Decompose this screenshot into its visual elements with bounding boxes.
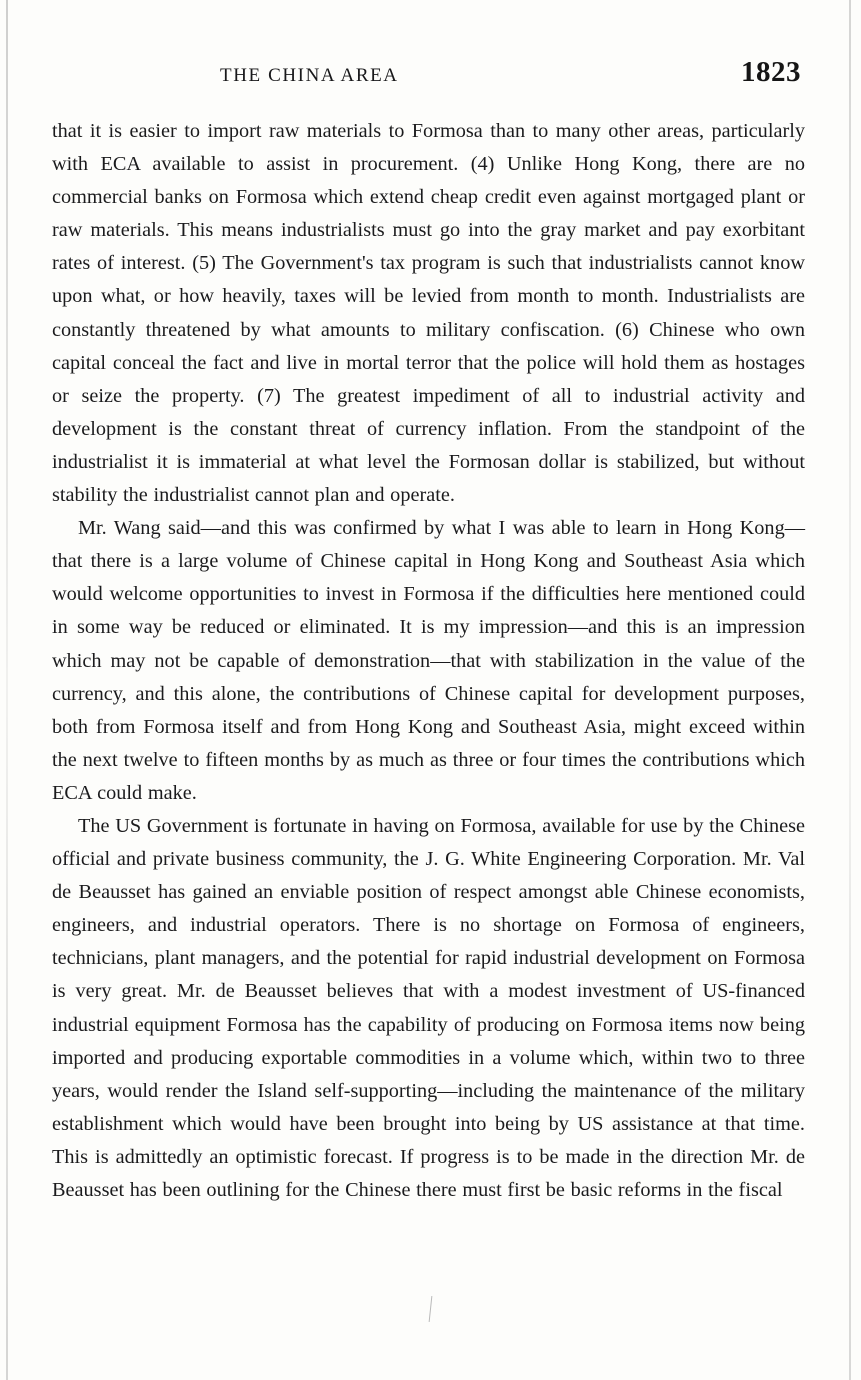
running-head: THE CHINA AREA bbox=[220, 65, 399, 86]
page-right-edge-shadow bbox=[849, 0, 851, 1380]
paragraph: Mr. Wang said—and this was confirmed by what I was able to learn in Hong Kong—that there is a large volume of Chinese capital in Hong Kong and Southeast Asia which would welcome opportunities to invest in Formosa if the difficulties here mentioned could in some way be reduced or eliminated. It is my impression—and this is an impression which may not be capable of demonstration—that with stabilization in the value of the currency, and this alone, the contributions of Chinese capital for development purposes, both from Formosa itself and from Hong Kong and Southeast Asia, might exceed within the next twelve to fifteen months by as much as three or four times the contributions which ECA could make. bbox=[52, 517, 805, 804]
page-content bbox=[52, 0, 805, 1380]
body-text bbox=[52, 115, 805, 1207]
paragraph: The US Government is fortunate in having on Formosa, available for use by the Chinese official and private business community, the J. G. White Engineering Corporation. Mr. Val de Beausset has gained an enviable position of respect amongst able Chinese economists, engineers, and industrial operators. There is no shortage on Formosa of engineers, technicians, plant managers, and the potential for rapid industrial development on Formosa is very great. Mr. de Beausset believes that with a modest investment of US-financed industrial equipment Formosa has the capability of producing on Formosa items now being imported and producing exportable commodities in a volume which, within two to three years, would render the Island self-supporting—including the maintenance of the military establishment which would have been brought into being by US assistance at that time. This is admittedly an optimistic forecast. If progress is to be made in the direction Mr. de Beausset has been outlining for the Chinese there must first be basic reforms in the fiscal bbox=[52, 814, 805, 1201]
paragraph: that it is easier to import raw materials to Formosa than to many other areas, particularly with ECA available to assist in procurement. (4) Unlike Hong Kong, there are no commercial banks on Formosa which extend cheap credit even against mortgaged plant or raw materials. This means industrialists must go into the gray market and pay exorbitant rates of interest. (5) The Government's tax program is such that industrialists cannot know upon what, or how heavily, taxes will be levied from month to month. Industrialists are constantly threatened by what amounts to military confiscation. (6) Chinese who own capital conceal the fact and live in mortal terror that the police will hold them as hostages or seize the property. (7) The greatest impediment of all to industrial activity and development is the constant threat of currency inflation. From the standpoint of the industrialist it is immaterial at what level the Formosan dollar is stabilized, but without stability the industrialist cannot plan and operate. bbox=[52, 120, 805, 507]
page-header bbox=[52, 56, 805, 89]
page-number: 1823 bbox=[741, 56, 801, 88]
page-left-edge-shadow bbox=[6, 0, 8, 1380]
